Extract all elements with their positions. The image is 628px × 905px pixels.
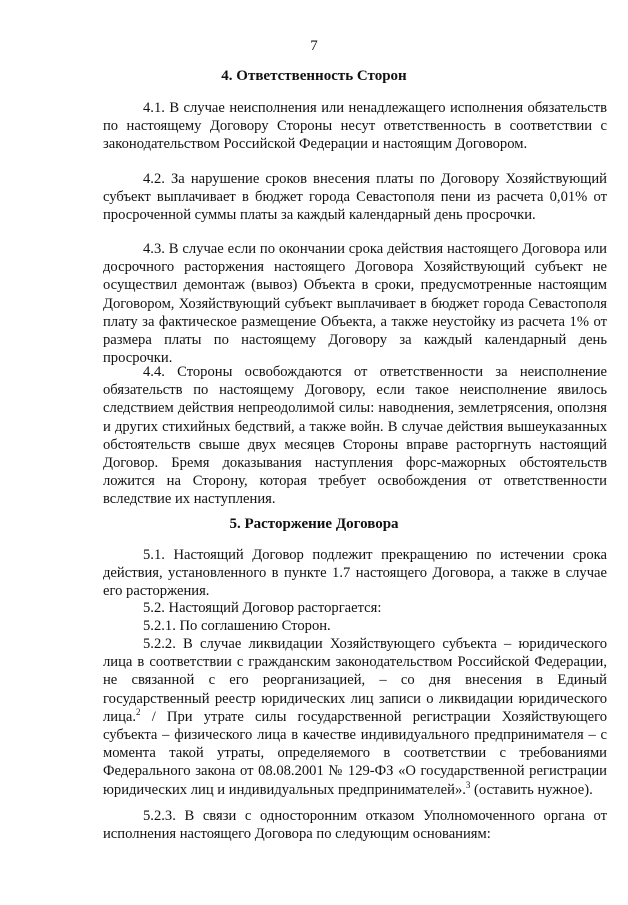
paragraph-4-2: 4.2. За нарушение сроков внесения платы по Договору Хозяйствующий субъект выплачивает в бюджет города Севастополя пени из расчета 0,01% от просроченной суммы платы за каждый календарный день просрочки.: [103, 171, 607, 224]
paragraph-5-2-2: [103, 635, 607, 799]
section-5-heading: 5. Расторжение Договора: [229, 516, 399, 532]
paragraph-5-2-2-part-b: / При утрате силы государственной регистрации Хозяйствующего субъекта – физического лица в качестве индивидуального предпринимателя – с момента такой утраты, определяемого в соответствии с требованиями Федерального закона от 08.08.2001 № 129-ФЗ «О государственной регистрации юридических лиц и индивидуальных предпринимателей».: [103, 708, 607, 798]
section-4-heading: 4. Ответственность Сторон: [221, 68, 407, 84]
paragraph-5-2-2-part-c: (оставить нужное).: [470, 781, 593, 798]
paragraph-5-1: 5.1. Настоящий Договор подлежит прекращению по истечении срока действия, установленного в пункте 1.7 настоящего Договора, а также в случае его расторжения.: [103, 547, 607, 600]
paragraph-4-4: 4.4. Стороны освобождаются от ответственности за неисполнение обязательств по настоящему Договору, если такое неисполнение явилось следствием действия непреодолимой силы: наводнения, землетрясения, оползня и других стихийных бедствий, а также войн. В случае действия вышеуказанных обстоятельств свыше двух месяцев Стороны вправе расторгнуть настоящий Договор. Бремя доказывания наступления форс-мажорных обстоятельств ложится на Сторону, которая требует освобождения от ответственности вследствие их наступления.: [103, 364, 607, 508]
paragraph-5-2-2-part-a: 5.2.2. В случае ликвидации Хозяйствующего субъекта – юридического лица в соответствии с гражданским законодательством Российской Федерации, не связанной с его реорганизацией, – со дня внесения в Единый государственный реестр юридических лиц записи о ликвидации юридического лица.: [103, 636, 607, 725]
footnote-ref-3: 3: [465, 779, 471, 790]
paragraph-4-1: 4.1. В случае неисполнения или ненадлежащего исполнения обязательств по настоящему Договору Стороны несут ответственность в соответствии с законодательством Российской Федерации и настоящим Договором.: [103, 100, 607, 153]
paragraph-5-2: 5.2. Настоящий Договор расторгается:: [143, 600, 382, 616]
paragraph-4-3: 4.3. В случае если по окончании срока действия настоящего Договора или досрочного расторжения настоящего Договора Хозяйствующий субъект не осуществил демонтаж (вывоз) Объекта в сроки, предусмотренные настоящим Договором, Хозяйствующий субъект выплачивает в бюджет города Севастополя плату за фактическое размещение Объекта, а также неустойку из расчета 1% от размера платы по настоящему Договору за каждый календарный день просрочки.: [103, 241, 607, 367]
paragraph-5-2-3: 5.2.3. В связи с односторонним отказом Уполномоченного органа от исполнения настоящего Договора по следующим основаниям:: [103, 808, 607, 843]
page-number: 7: [310, 38, 318, 54]
footnote-ref-2: 2: [136, 706, 141, 717]
paragraph-5-2-1: 5.2.1. По соглашению Сторон.: [143, 618, 331, 634]
